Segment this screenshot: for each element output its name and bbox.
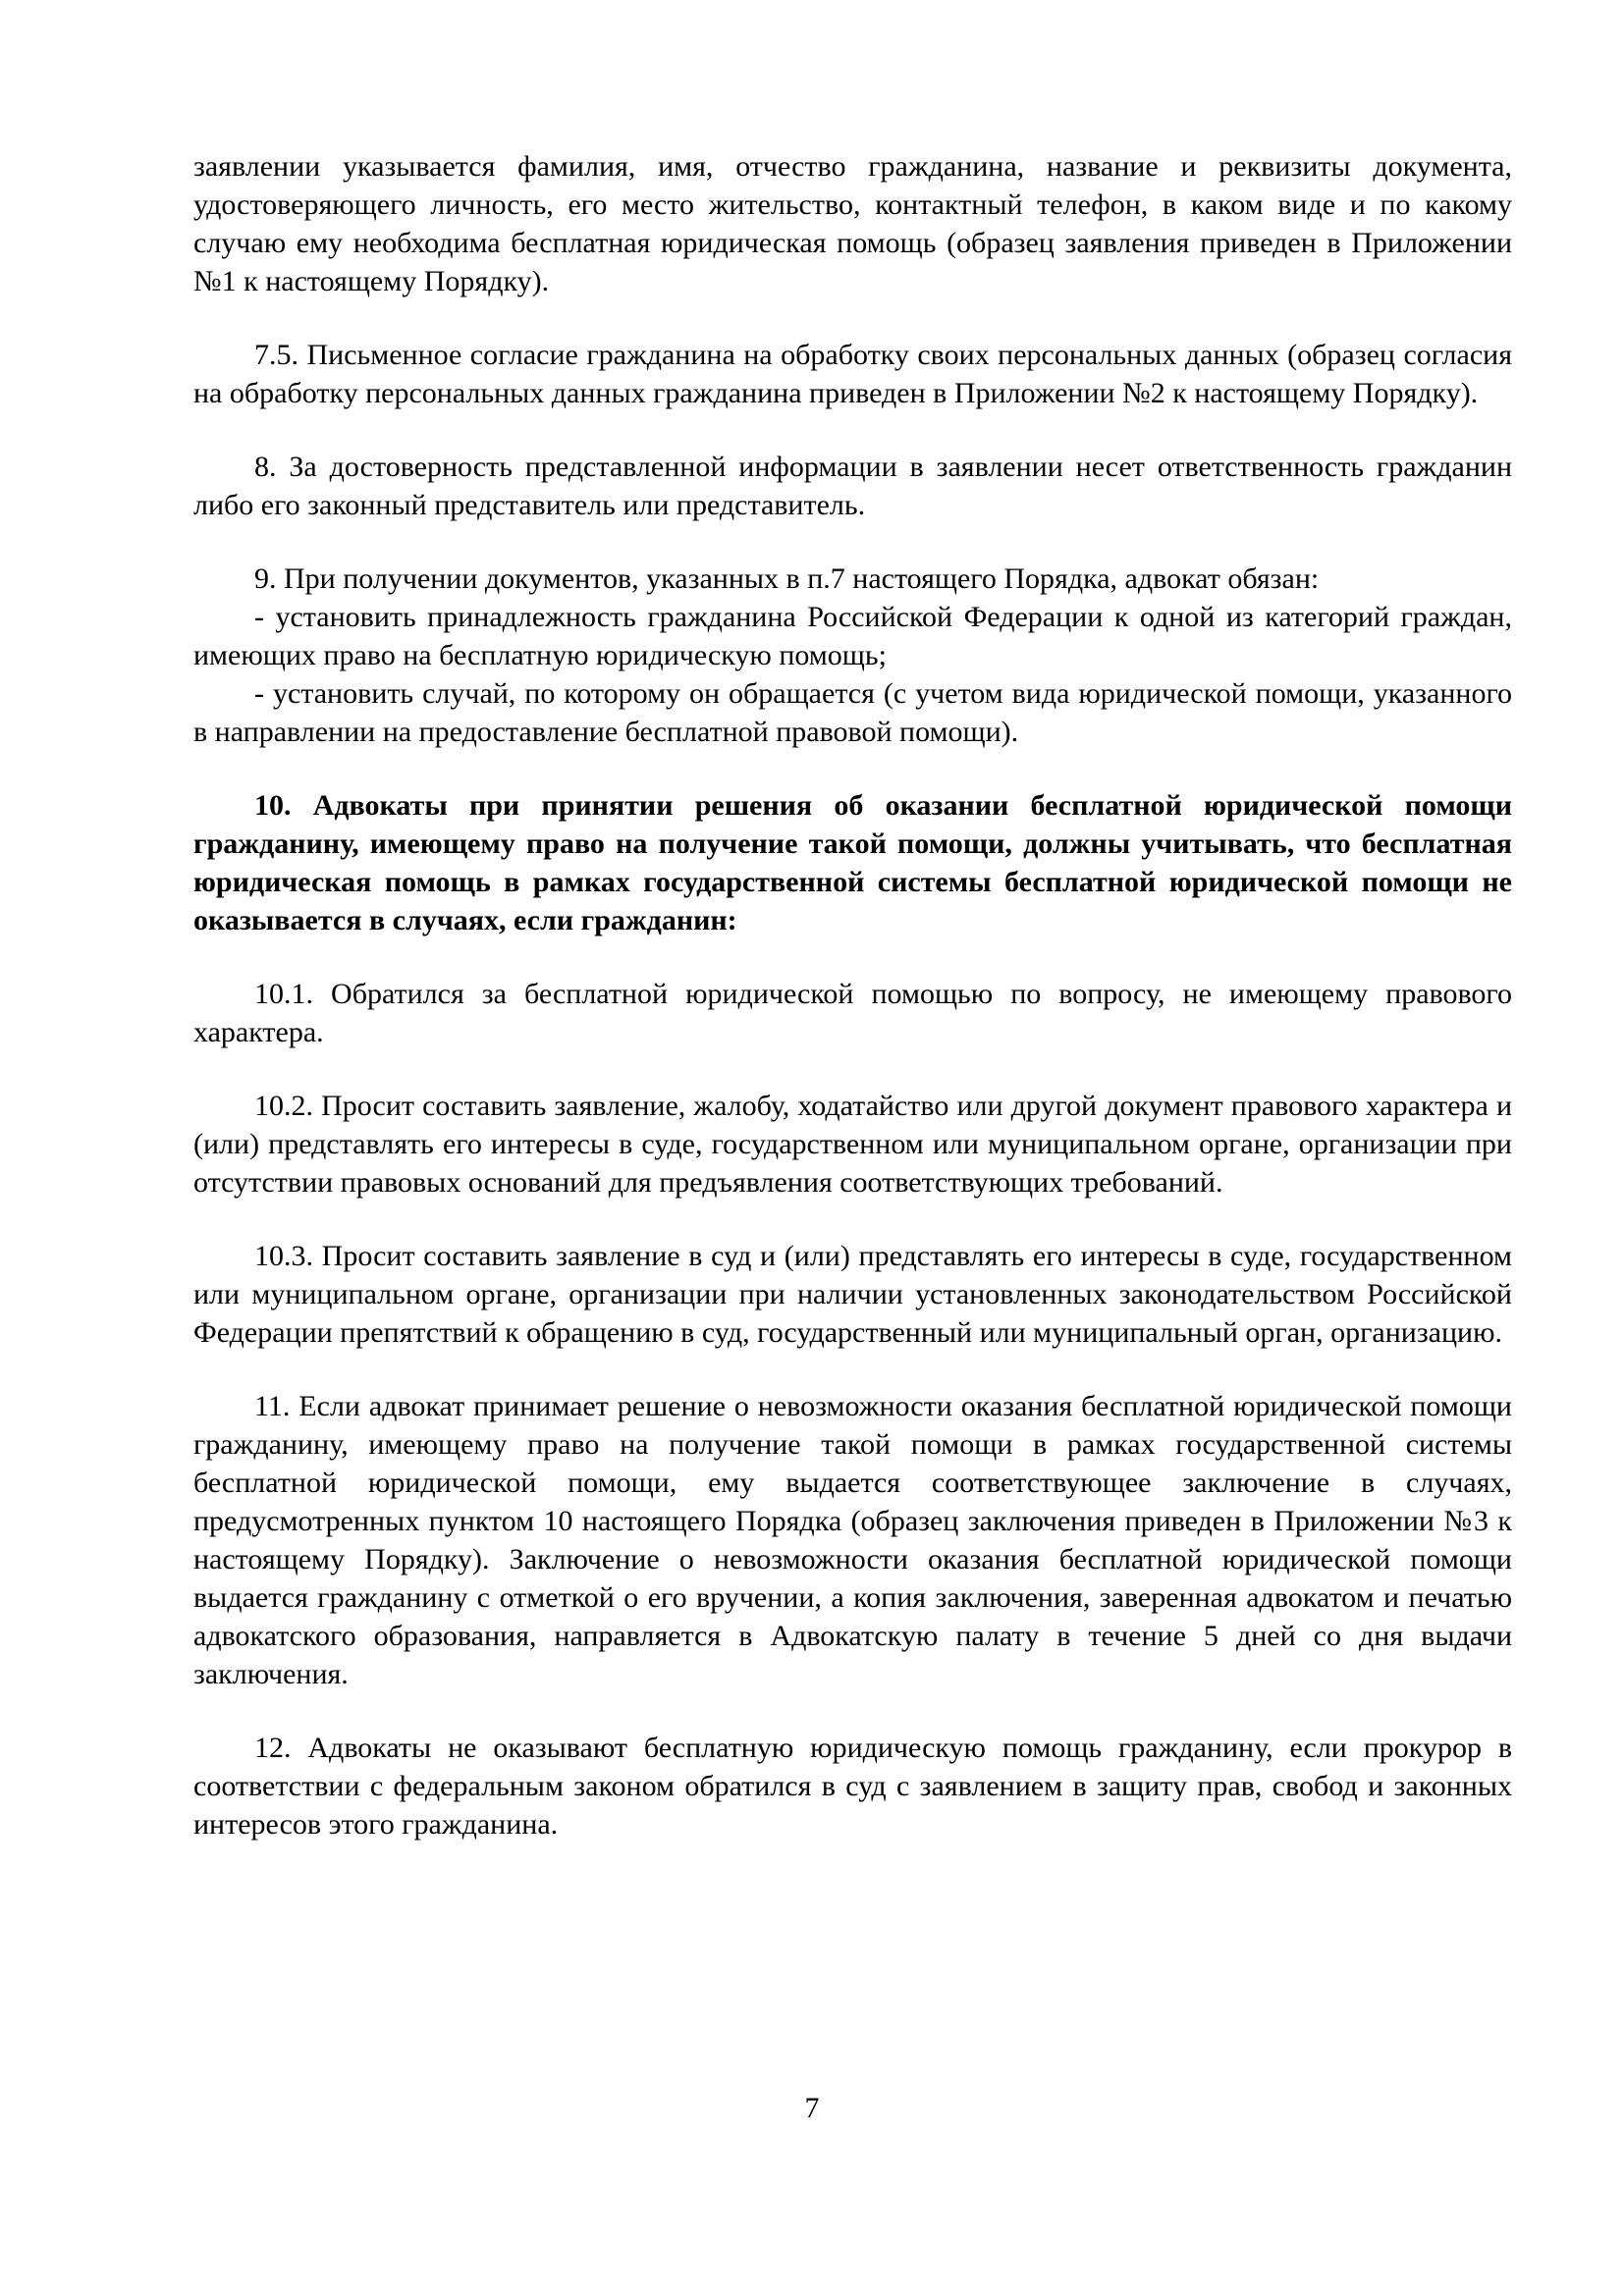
paragraph-intro-continuation: заявлении указывается фамилия, имя, отчество гражданина, название и реквизиты документа, удостоверяющего личность, его место жительство, контактный телефон, в каком виде и по какому случаю ему необходима бесплатная юридическая помощь (образец заявления приведен в Приложении №1 к настоящему Порядку). [193,150,1512,297]
paragraph-10-3: 10.3. Просит составить заявление в суд и (или) представлять его интересы в суде, государственном или муниципальном органе, организации при наличии установленных законодательством Российской Федерации препятствий к обращению в суд, государственный или муниципальный орган, организацию. [193,1240,1512,1349]
paragraph-10-1: 10.1. Обратился за бесплатной юридической помощью по вопросу, не имеющему правового характера. [193,978,1512,1048]
page-number: 7 [804,2092,820,2124]
paragraph-8: 8. За достоверность представленной информации в заявлении несет ответственность гражданин либо его законный представитель или представитель. [193,451,1512,521]
paragraph-11: 11. Если адвокат принимает решение о невозможности оказания бесплатной юридической помощи гражданину, имеющему право на получение такой помощи в рамках государственной системы бесплатной юридической помощи, ему выдается соответствующее заключение в случаях, предусмотренных пунктом 10 настоящего Порядка (образец заключения приведен в Приложении №3 к настоящему Порядку). Заключение о невозможности оказания бесплатной юридической помощи выдается гражданину с отметкой о его вручении, а копия заключения, заверенная адвокатом и печатью адвокатского образования, направляется в Адвокатскую палату в течение 5 дней со дня выдачи заключения. [193,1390,1512,1690]
paragraph-12: 12. Адвокаты не оказывают бесплатную юридическую помощь гражданину, если прокурор в соответствии с федеральным законом обратился в суд с заявлением в защиту прав, свобод и законных интересов этого гражданина. [193,1732,1512,1841]
paragraph-7-5: 7.5. Письменное согласие гражданина на обработку своих персональных данных (образец согласия на обработку персональных данных гражданина приведен в Приложении №2 к настоящему Порядку). [193,339,1512,409]
paragraph-10-2: 10.2. Просит составить заявление, жалобу, ходатайство или другой документ правового характера и (или) представлять его интересы в суде, государственном или муниципальном органе, организации при отсутствии правовых оснований для предъявления соответствующих требований. [193,1090,1512,1199]
document-page [193,147,1512,1843]
paragraph-9: 9. При получении документов, указанных в п.7 настоящего Порядка, адвокат обязан: [254,562,1320,595]
paragraph-9-item-b: - установить случай, по которому он обращается (с учетом вида юридической помощи, указанного в направлении на предоставление бесплатной правовой помощи). [193,677,1512,748]
paragraph-10-heading: 10. Адвокаты при принятии решения об оказании бесплатной юридической помощи гражданину, имеющему право на получение такой помощи, должны учитывать, что бесплатная юридическая помощь в рамках государственной системы бесплатной юридической помощи не оказывается в случаях, если гражданин: [193,789,1512,936]
paragraph-9-item-a: - установить принадлежность гражданина Российской Федерации к одной из категорий граждан, имеющих право на бесплатную юридическую помощь; [193,601,1512,671]
